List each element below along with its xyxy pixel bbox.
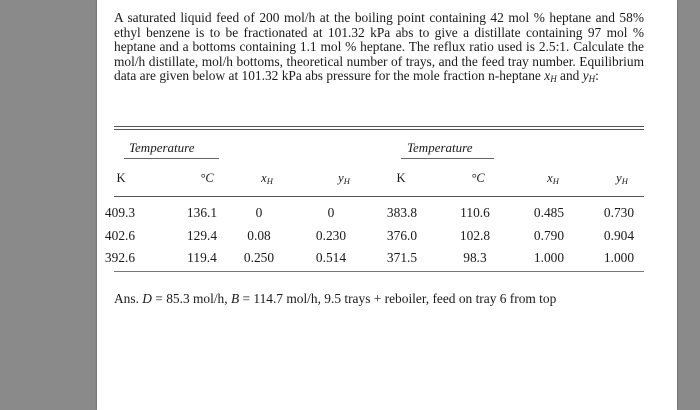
table-header-rule [114,196,644,197]
table-cell: 0 [255,205,263,220]
table-cell: 0.790 [533,228,565,243]
problem-statement [114,11,644,84]
table-cell: 402.6 [104,228,136,243]
problem-line-3: containing 97 mol % heptane and a bottoms containing 1.1 mol % heptane. The reflux [114,24,644,55]
table-top-rule-2 [114,129,644,130]
table-cell: 383.8 [386,205,418,220]
var-x-subscript: H [550,74,557,85]
header-c-right: °C [471,171,485,185]
var-y-subscript: H [588,74,596,85]
problem-line-6 [326,68,599,83]
header-c-left: °C [200,171,214,185]
header-y-left-var: y [338,171,344,185]
table-cell: 0.230 [315,228,347,243]
header-y-right-var: y [616,171,622,185]
header-x-right-var: x [547,171,553,185]
table-cell: 376.0 [386,228,418,243]
table-cell: 102.8 [459,228,491,243]
header-k-left: K [116,171,126,185]
var-x: x [544,68,551,84]
answer-d-var: D [142,291,152,306]
problem-line-6-suffix: : [595,68,599,84]
table-cell: 0.485 [533,205,565,220]
problem-line-1: A saturated liquid feed of 200 mol/h at the boiling point containing 42 mol % heptane [114,10,592,25]
header-x-right-sub: H [552,176,559,186]
answer-prefix: Ans. [114,291,143,306]
var-y: y [582,68,589,84]
problem-line-6-text: pressure for the mole fraction n-heptane [326,68,545,84]
table-cell: 0.250 [243,250,275,265]
table-cell: 409.3 [104,205,136,220]
problem-line-4: ratio used is 2.5:1. Calculate the mol/h distillate, mol/h bottoms, theoretical number of [114,39,644,69]
table-cell: 1.000 [533,250,565,265]
table-cell: 392.6 [104,250,136,265]
header-k-right: K [396,171,406,185]
table-cell: 371.5 [386,250,418,265]
answer-line [114,291,556,307]
header-y-right [602,171,642,186]
table-cell: 1.000 [603,250,635,265]
document-page [97,0,677,410]
group-title-left: Temperature [129,140,195,155]
group-underline-left [124,158,219,159]
header-x-left-sub: H [266,176,273,186]
table-cell: 129.4 [186,228,218,243]
table-cell: 110.6 [460,205,490,220]
table-cell: 98.3 [463,250,487,265]
header-x-right [533,171,573,186]
table-cell: 0 [327,205,335,220]
header-y-left-sub: H [343,176,350,186]
problem-line-6-and: and [556,68,583,84]
table-cell: 0.514 [315,250,347,265]
table-bottom-rule [114,271,644,272]
header-y-left [324,171,364,186]
table-cell: 119.4 [187,250,217,265]
table-cell: 0.08 [247,228,271,243]
table-cell: 136.1 [186,205,218,220]
table-top-rule-1 [114,126,644,127]
header-x-left [247,171,287,186]
header-x-left-var: x [261,171,267,185]
problem-line-2: and 58% ethyl benzene is to be fractionated at 101.32 kPa abs to give a distillate [114,10,644,40]
answer-b-var: B [230,291,240,306]
header-y-right-sub: H [621,176,628,186]
group-title-right: Temperature [407,140,473,155]
answer-d-value: = 85.3 mol/h, [151,291,231,306]
group-underline-right [401,158,494,159]
answer-b-value: = 114.7 mol/h, 9.5 trays + reboiler, feed on tray 6 from top [239,291,557,306]
table-cell: 0.904 [603,228,635,243]
problem-line-5: trays, and the feed tray number. Equilibrium data are given below at 101.32 kPa abs [114,53,645,84]
table-cell: 0.730 [603,205,635,220]
